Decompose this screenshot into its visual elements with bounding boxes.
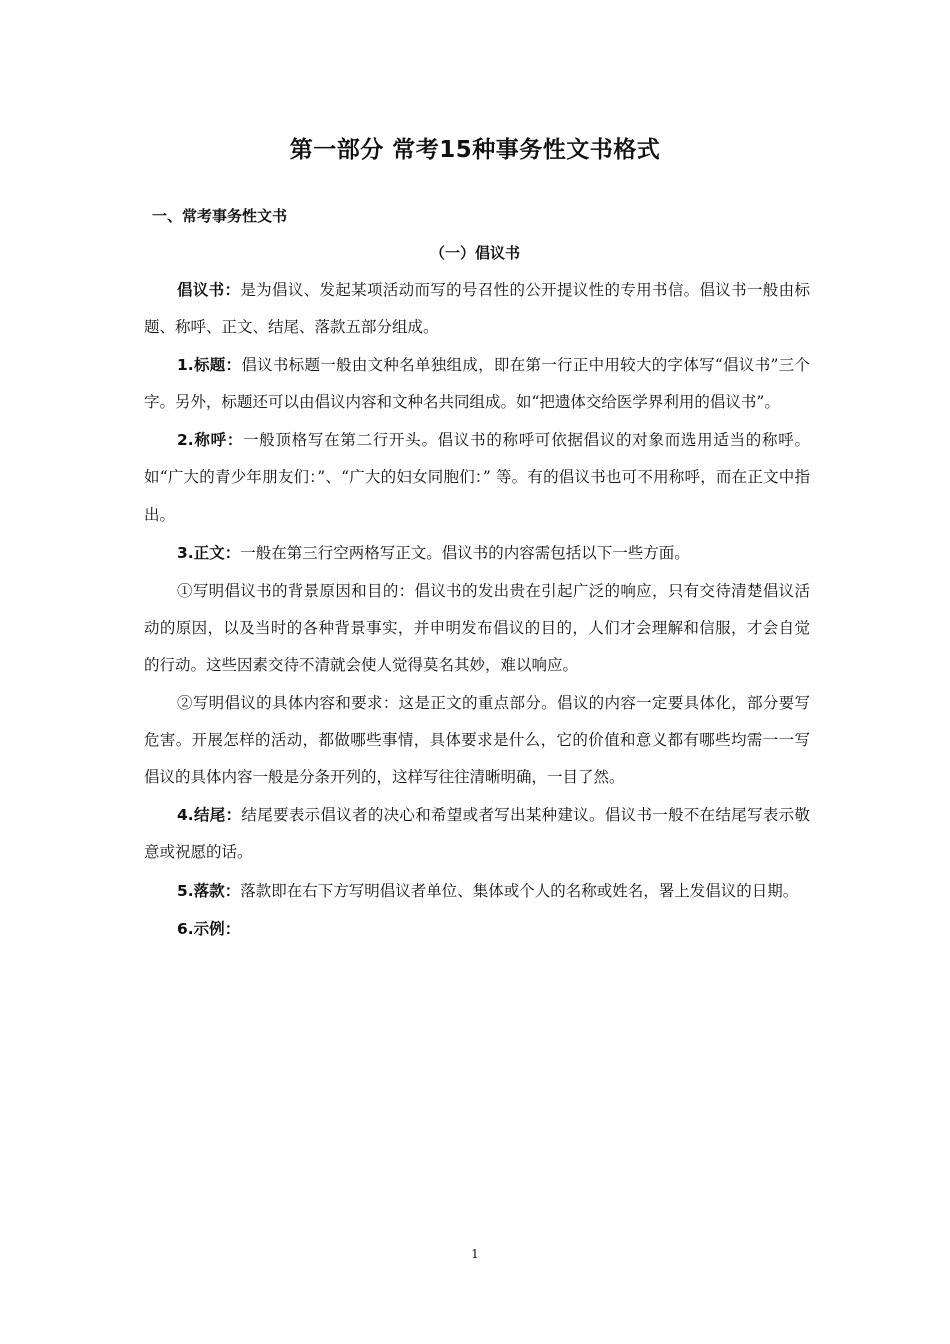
paragraph-signature (144, 873, 810, 910)
paragraph-lead: 1.标题 (177, 356, 226, 375)
paragraph-lead-separator: ： (226, 431, 244, 450)
paragraph-lead: 4.结尾 (177, 806, 226, 825)
paragraph-example (144, 911, 810, 948)
paragraph-text: 一般顶格写在第二行开头。倡议书的称呼可依据倡议的对象而选用适当的称呼。如“广大的青少年朋友们：”、“广大的妇女同胞们：” 等。有的倡议书也可不用称呼，而在正文中指出。 (144, 431, 810, 524)
paragraph-text: ②写明倡议的具体内容和要求：这是正文的重点部分。倡议的内容一定要具体化，部分要写危害。开展怎样的活动，都做哪些事情，具体要求是什么，它的价值和意义都有哪些均需一一写倡议的具体内容一般是分条开列的，这样写往往清晰明确，一目了然。 (144, 694, 810, 787)
paragraph-lead-separator: ： (225, 806, 242, 825)
paragraph-lead-separator: ： (224, 543, 241, 562)
paragraph-lead: 6.示例 (177, 919, 225, 938)
document-title: 第一部分 常考15种事务性文书格式 (289, 137, 661, 163)
paragraph-text: 落款即在右下方写明倡议者单位、集体或个人的名称或姓名，署上发倡议的日期。 (240, 881, 799, 900)
paragraph-definition (144, 272, 810, 346)
paragraph-text: ①写明倡议书的背景原因和目的：倡议书的发出贵在引起广泛的响应，只有交待清楚倡议活动的原因，以及当时的各种背景事实，并申明发布倡议的目的，人们才会理解和信服，才会自觉的行动。这些因素交待不清就会使人觉得莫名其妙，难以响应。 (144, 581, 810, 674)
paragraph-lead: 3.正文 (177, 543, 225, 562)
paragraph-lead: 倡议书 (177, 281, 225, 299)
paragraph-salutation (144, 422, 810, 533)
paragraph-body (144, 535, 810, 572)
paragraph-lead-separator: ： (224, 281, 241, 299)
sub-heading: （一）倡议书 (429, 244, 520, 262)
paragraph-ending (144, 797, 810, 871)
paragraph-lead: 5.落款 (177, 881, 225, 900)
paragraph-text: 倡议书标题一般由文种名单独组成，即在第一行正中用较大的字体写“倡议书”三个字。另外，标题还可以由倡议内容和文种名共同组成。如“把遗体交给医学界利用的倡议书”。 (144, 356, 810, 412)
section-heading: 一、常考事务性文书 (152, 207, 288, 225)
paragraph-text: 结尾要表示倡议者的决心和希望或者写出某种建议。倡议书一般不在结尾写表示敬意或祝愿的话。 (144, 806, 810, 862)
paragraph-title (144, 347, 810, 421)
body-text (144, 272, 810, 949)
paragraph-body-point-1 (144, 573, 810, 684)
page-number: 1 (471, 1247, 479, 1261)
paragraph-lead-separator: ： (225, 356, 242, 375)
paragraph-lead-separator: ： (224, 919, 241, 938)
paragraph-lead-separator: ： (224, 881, 241, 900)
paragraph-text: 是为倡议、发起某项活动而写的号召性的公开提议性的专用书信。倡议书一般由标题、称呼、正文、结尾、落款五部分组成。 (144, 281, 810, 337)
paragraph-body-point-2 (144, 685, 810, 796)
paragraph-lead: 2.称呼 (177, 431, 227, 450)
paragraph-text: 一般在第三行空两格写正文。倡议书的内容需包括以下一些方面。 (240, 543, 690, 562)
